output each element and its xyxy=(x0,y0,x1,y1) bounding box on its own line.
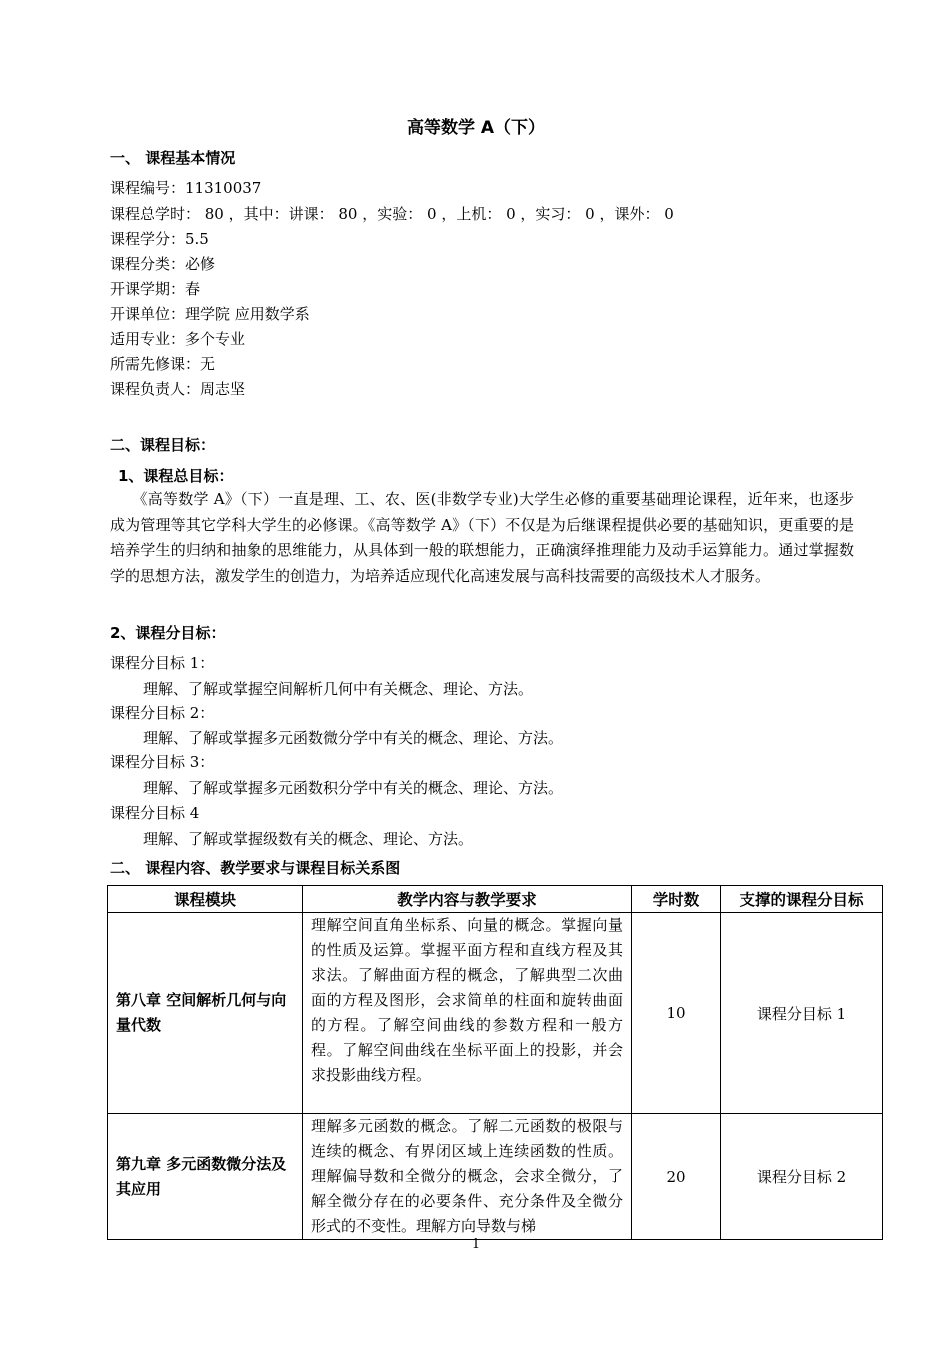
column-header-content: 教学内容与教学要求 xyxy=(303,886,632,913)
sub-goal-3-label: 课程分目标 3： xyxy=(110,753,215,771)
table-row xyxy=(108,1114,883,1240)
course-hours: 课程总学时： 80 ，其中：讲课： 80 ，实验： 0 ，上机： 0 ，实习： 0 ，课外： 0 xyxy=(110,205,674,223)
sub-goal-2-label: 课程分目标 2： xyxy=(110,704,215,722)
course-category: 课程分类：必修 xyxy=(110,255,216,273)
course-code: 课程编号：11310037 xyxy=(110,179,262,197)
table-header-row xyxy=(108,886,883,913)
sub-goal-2-text: 理解、了解或掌握多元函数微分学中有关的概念、理论、方法。 xyxy=(143,729,564,747)
content-cell: 理解多元函数的概念。了解二元函数的极限与连续的概念、有界闭区域上连续函数的性质。理解偏导数和全微分的概念，会求全微分，了解全微分存在的必要条件、充分条件及全微分形式的不变性。理解方向导数与梯 xyxy=(303,1114,632,1240)
course-department: 开课单位：理学院 应用数学系 xyxy=(110,305,310,323)
hours-cell: 20 xyxy=(632,1114,721,1240)
section1-heading: 一、 课程基本情况 xyxy=(110,149,236,167)
hours-cell: 10 xyxy=(632,913,721,1114)
overall-goal-paragraph: 《高等数学 A》（下）一直是理、工、农、医(非数学专业)大学生必修的重要基础理论课程，近年来，也逐步成为管理等其它学科大学生的必修课。《高等数学 A》（下）不仅是为后继课程提供必要的基础知识，更重要的是培养学生的归纳和抽象的思维能力，从具体到一般的联想能力，正确演绎推理能力及动手运算能力。通过掌握数学的思想方法，激发学生的创造力，为培养适应现代化高速发展与高科技需要的高级技术人才服务。 xyxy=(110,490,854,585)
document-title: 高等数学 A（下） xyxy=(406,118,546,138)
course-content-table xyxy=(107,885,883,1240)
course-credits: 课程学分：5.5 xyxy=(110,230,209,248)
table-row xyxy=(108,913,883,1114)
sub-goal-4-text: 理解、了解或掌握级数有关的概念、理论、方法。 xyxy=(143,830,474,848)
sub-goal-1-text: 理解、了解或掌握空间解析几何中有关概念、理论、方法。 xyxy=(143,680,534,698)
module-cell: 第九章 多元函数微分法及其应用 xyxy=(108,1114,303,1240)
sub-goals-heading: 2、课程分目标： xyxy=(110,624,226,642)
column-header-goal: 支撑的课程分目标 xyxy=(721,886,883,913)
goal-cell: 课程分目标 1 xyxy=(721,913,883,1114)
sub-goal-4-label: 课程分目标 4 xyxy=(110,804,200,822)
course-owner: 课程负责人：周志坚 xyxy=(110,380,246,398)
page-number: 1 xyxy=(471,1237,481,1252)
section3-heading: 二、 课程内容、教学要求与课程目标关系图 xyxy=(110,859,401,877)
module-cell: 第八章 空间解析几何与向量代数 xyxy=(108,913,303,1114)
sub-goal-1-label: 课程分目标 1： xyxy=(110,654,215,672)
course-semester: 开课学期：春 xyxy=(110,280,201,298)
goal-cell: 课程分目标 2 xyxy=(721,1114,883,1240)
column-header-module: 课程模块 xyxy=(108,886,303,913)
column-header-hours: 学时数 xyxy=(632,886,721,913)
course-majors: 适用专业：多个专业 xyxy=(110,330,246,348)
content-cell: 理解空间直角坐标系、向量的概念。掌握向量的性质及运算。掌握平面方程和直线方程及其求法。了解曲面方程的概念，了解典型二次曲面的方程及图形，会求简单的柱面和旋转曲面的方程。了解空间曲线的参数方程和一般方程。了解空间曲线在坐标平面上的投影，并会求投影曲线方程。 xyxy=(303,913,632,1114)
section2-heading: 二、课程目标： xyxy=(110,436,216,454)
overall-goal-heading: 1、课程总目标： xyxy=(118,467,234,485)
course-prerequisites: 所需先修课：无 xyxy=(110,355,216,373)
sub-goal-3-text: 理解、了解或掌握多元函数积分学中有关的概念、理论、方法。 xyxy=(143,779,564,797)
